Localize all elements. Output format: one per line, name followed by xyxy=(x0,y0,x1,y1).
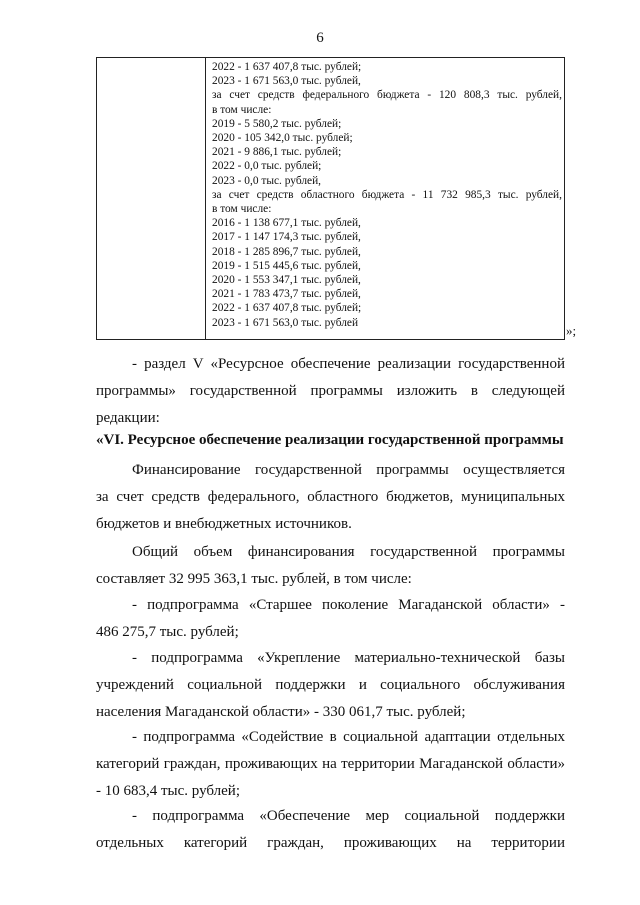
paragraph-line: 486 275,7 тыс. рублей; xyxy=(96,624,239,640)
table-line: 2019 - 1 515 445,6 тыс. рублей, xyxy=(212,259,361,272)
paragraph-line: - подпрограмма «Укрепление материально-технической базы xyxy=(132,650,565,666)
table-line: 2019 - 5 580,2 тыс. рублей; xyxy=(212,117,342,130)
table-line: 2017 - 1 147 174,3 тыс. рублей, xyxy=(212,231,361,244)
paragraph-line: - подпрограмма «Содействие в социальной адаптации отдельных xyxy=(132,729,565,745)
paragraph-line: составляет 32 995 363,1 тыс. рублей, в том числе: xyxy=(96,571,412,587)
table-line: в том числе: xyxy=(212,103,272,116)
paragraph-line: редакции: xyxy=(96,410,160,426)
table-cell-funding xyxy=(212,60,562,330)
table-line: в том числе: xyxy=(212,203,272,216)
table-line: 2018 - 1 285 896,7 тыс. рублей, xyxy=(212,245,361,258)
total-financing-paragraph xyxy=(96,539,565,593)
paragraph-line: - подпрограмма «Старшее поколение Магаданской области» - xyxy=(132,597,565,613)
table-line: 2016 - 1 138 677,1 тыс. рублей, xyxy=(212,217,361,230)
table-line: за счет средств областного бюджета - 11 732 985,3 тыс. рублей, xyxy=(212,188,562,201)
paragraph-line: Финансирование государственной программы осуществляется xyxy=(132,462,565,478)
table-line: 2023 - 1 671 563,0 тыс. рублей xyxy=(212,316,359,329)
table-line: 2020 - 1 553 347,1 тыс. рублей, xyxy=(212,274,361,287)
paragraph-line: населения Магаданской области» - 330 061,7 тыс. рублей; xyxy=(96,704,466,720)
table-line: 2020 - 105 342,0 тыс. рублей; xyxy=(212,132,353,145)
paragraph-line: за счет средств федерального, областного бюджетов, муниципальных xyxy=(96,489,565,505)
table-line: за счет средств федерального бюджета - 120 808,3 тыс. рублей, xyxy=(212,89,562,102)
subprogram-3-paragraph xyxy=(96,724,565,805)
paragraph-line: программы» государственной программы изложить в следующей xyxy=(96,383,565,399)
section-heading: «VI. Ресурсное обеспечение реализации государственной программы xyxy=(96,432,564,448)
subprogram-4-paragraph xyxy=(96,803,565,857)
paragraph-line: отдельных категорий граждан, проживающих на территории xyxy=(96,835,565,851)
paragraph-line: категорий граждан, проживающих на территории Магаданской области» xyxy=(96,756,565,772)
closing-quote: »; xyxy=(566,323,577,338)
table-column-divider xyxy=(205,58,206,339)
financing-paragraph xyxy=(96,457,565,538)
table-line: 2022 - 1 637 407,8 тыс. рублей; xyxy=(212,61,362,73)
subprogram-2-paragraph xyxy=(96,645,565,726)
table-line: 2023 - 0,0 тыс. рублей, xyxy=(212,174,322,187)
table-line: 2023 - 1 671 563,0 тыс. рублей, xyxy=(212,75,361,88)
table-line: 2022 - 1 637 407,8 тыс. рублей; xyxy=(212,302,362,315)
paragraph-line: - 10 683,4 тыс. рублей; xyxy=(96,783,240,799)
table-line: 2022 - 0,0 тыс. рублей; xyxy=(212,160,322,173)
paragraph-line: - раздел V «Ресурсное обеспечение реализации государственной xyxy=(132,356,565,372)
paragraph-line: - подпрограмма «Обеспечение мер социальной поддержки xyxy=(132,808,565,824)
paragraph-line: Общий объем финансирования государственной программы xyxy=(132,544,565,560)
paragraph-line: бюджетов и внебюджетных источников. xyxy=(96,516,352,532)
section-intro-paragraph xyxy=(96,351,565,432)
page-number: 6 xyxy=(316,30,324,46)
table-line: 2021 - 1 783 473,7 тыс. рублей, xyxy=(212,288,361,301)
table-line: 2021 - 9 886,1 тыс. рублей; xyxy=(212,146,342,159)
subprogram-1-paragraph xyxy=(96,592,565,646)
funding-table xyxy=(96,57,565,340)
paragraph-line: учреждений социальной поддержки и социального обслуживания xyxy=(96,677,565,693)
